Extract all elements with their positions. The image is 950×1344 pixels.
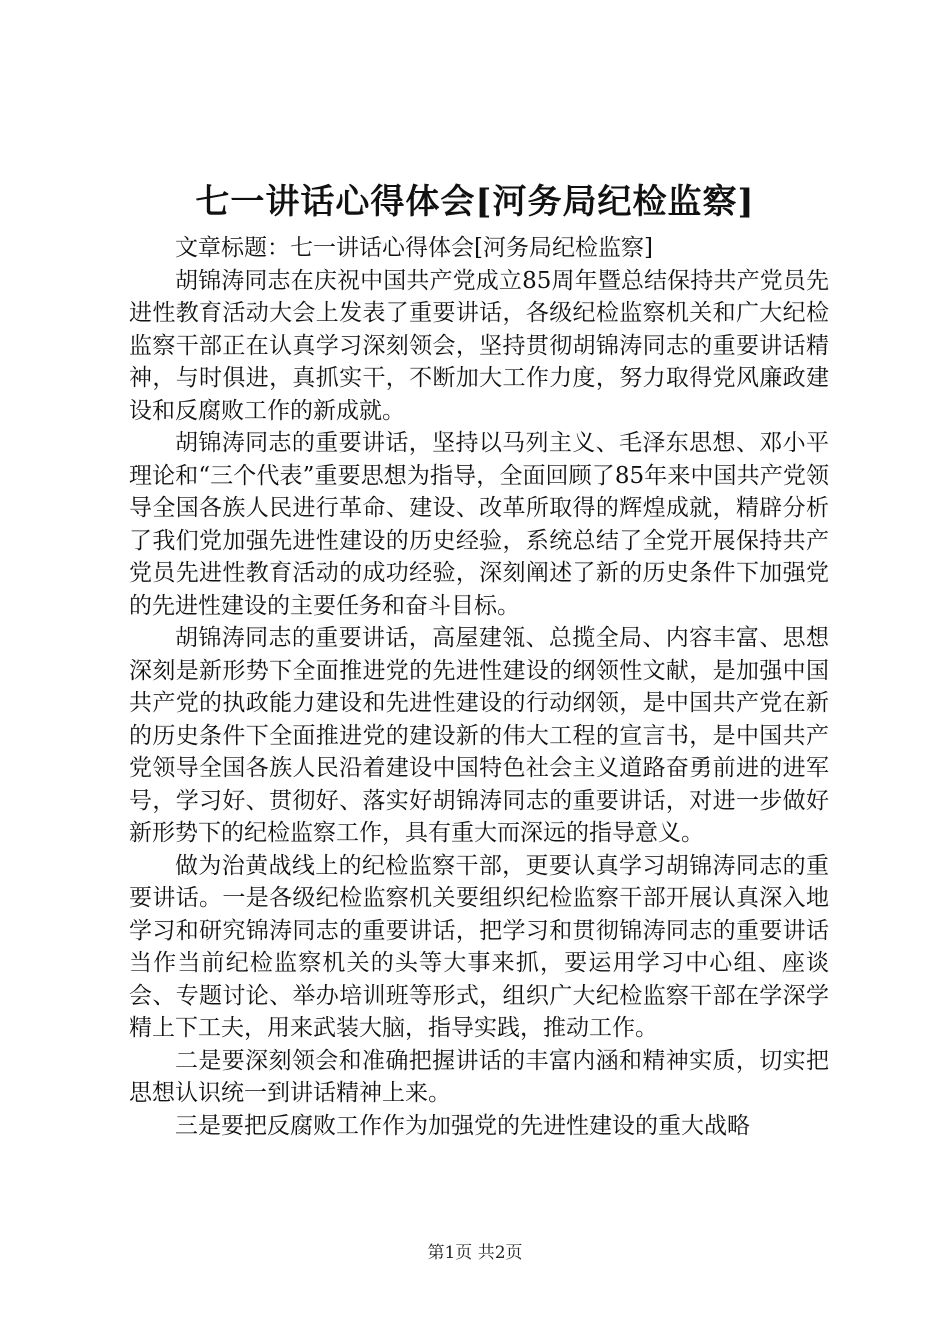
paragraph: 做为治黄战线上的纪检监察干部，更要认真学习胡锦涛同志的重要讲话。一是各级纪检监察机关要组织纪检监察干部开展认真深入地学习和研究锦涛同志的重要讲话，把学习和贯彻锦涛同志的重要讲话当作当前纪检监察机关的头等大事来抓，要运用学习中心组、座谈会、专题讨论、举办培训班等形式，组织广大纪检监察干部在学深学精上下工夫，用来武装大脑，指导实践，推动工作。 [129,852,829,1041]
paragraph: 胡锦涛同志在庆祝中国共产党成立85周年暨总结保持共产党员先进性教育活动大会上发表了重要讲话，各级纪检监察机关和广大纪检监察干部正在认真学习深刻领会，坚持贯彻胡锦涛同志的重要讲话精神，与时俱进，真抓实干，不断加大工作力度，努力取得党风廉政建设和反腐败工作的新成就。 [129,267,829,424]
paragraph: 三是要把反腐败工作作为加强党的先进性建设的重大战略 [175,1112,750,1139]
paragraph: 二是要深刻领会和准确把握讲话的丰富内涵和精神实质，切实把思想认识统一到讲话精神上来。 [129,1047,829,1106]
document-title: 七一讲话心得体会[河务局纪检监察] [195,182,755,222]
page-number-footer: 第1页 共2页 [427,1243,523,1263]
document-body [129,232,829,1142]
paragraph: 胡锦涛同志的重要讲话，高屋建瓴、总揽全局、内容丰富、思想深刻是新形势下全面推进党的先进性建设的纲领性文献，是加强中国共产党的执政能力建设和先进性建设的行动纲领，是中国共产党在新的历史条件下全面推进党的建设新的伟大工程的宣言书，是中国共产党领导全国各族人民沿着建设中国特色社会主义道路奋勇前进的进军号，学习好、贯彻好、落实好胡锦涛同志的重要讲话，对进一步做好新形势下的纪检监察工作，具有重大而深远的指导意义。 [129,625,829,846]
article-title-line: 文章标题：七一讲话心得体会[河务局纪检监察] [175,235,653,261]
paragraph: 胡锦涛同志的重要讲话，坚持以马列主义、毛泽东思想、邓小平理论和“三个代表”重要思想为指导，全面回顾了85年来中国共产党领导全国各族人民进行革命、建设、改革所取得的辉煌成就，精辟分析了我们党加强先进性建设的历史经验，系统总结了全党开展保持共产党员先进性教育活动的成功经验，深刻阐述了新的历史条件下加强党的先进性建设的主要任务和奋斗目标。 [129,430,829,619]
